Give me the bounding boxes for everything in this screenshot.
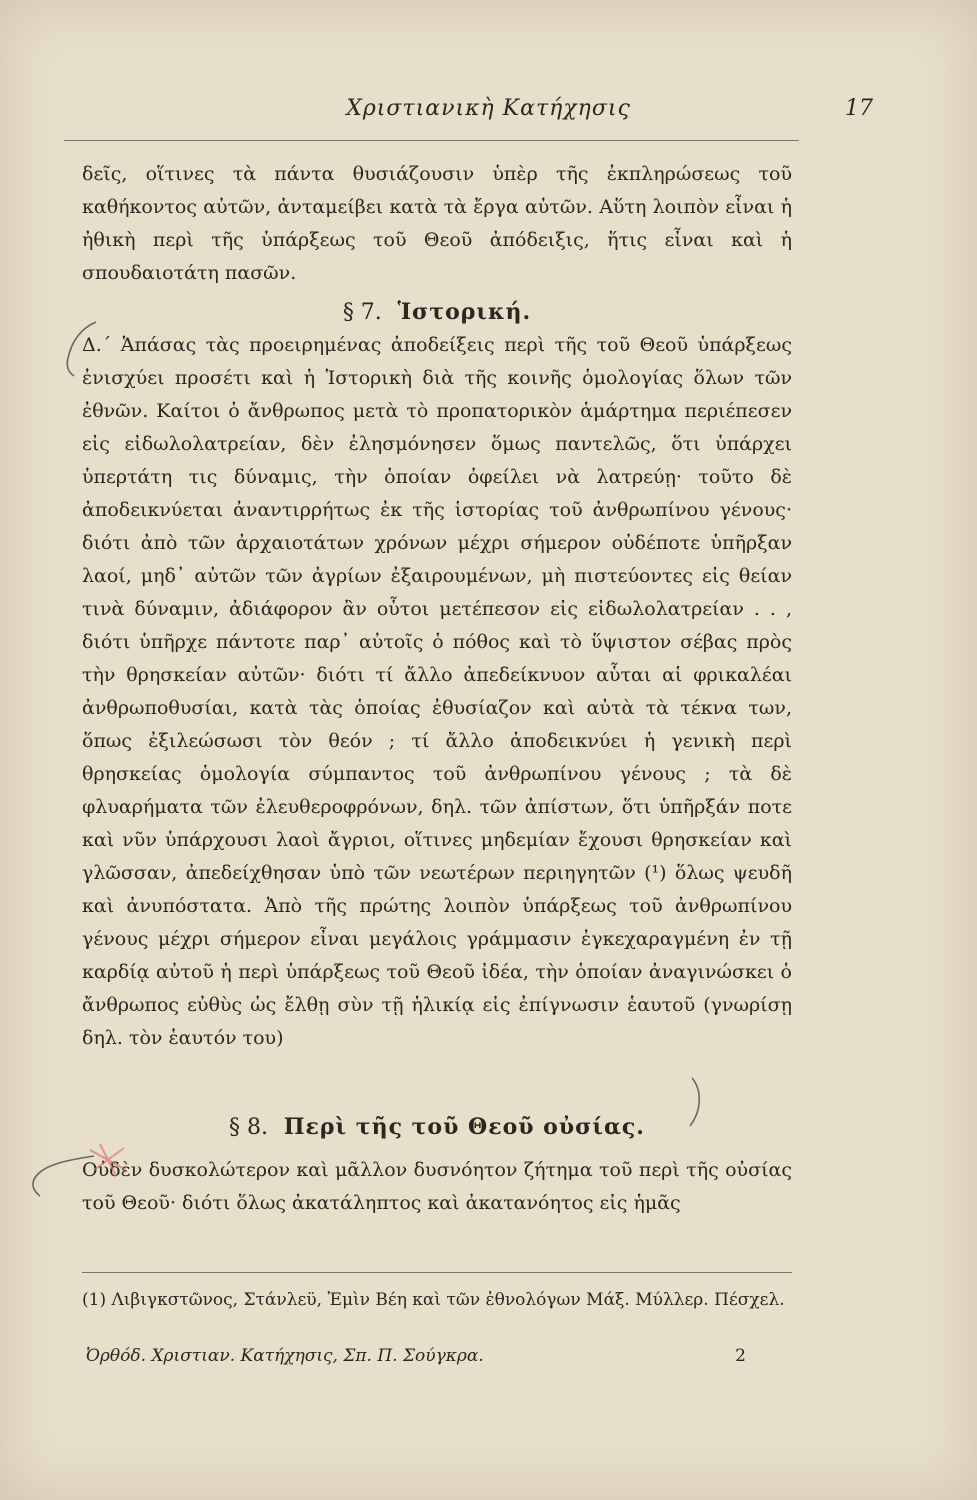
section-heading-8 bbox=[82, 1111, 792, 1144]
header-rule bbox=[64, 140, 799, 141]
paragraph-essence-of-god: Οὐδὲν δυσκολώτερον καὶ μᾶλλον δυσνόητον ζήτημα τοῦ περὶ τῆς οὐσίας τοῦ Θεοῦ· διότι ὅλως ἀκατάληπτος καὶ ἀκατανόητος εἰς ἡμᾶς bbox=[82, 1159, 792, 1214]
section-heading-7 bbox=[82, 296, 792, 329]
section-8-number: § 8. bbox=[229, 1115, 269, 1140]
section-8-title: Περὶ τῆς τοῦ Θεοῦ οὐσίας. bbox=[283, 1114, 645, 1140]
page-body bbox=[82, 158, 792, 1220]
footnote: (1) Λιβιγκστῶνος, Στάνλεϋ, Ἐμὶν Βέη καὶ τῶν ἐθνολόγων Μάξ. Μύλλερ. Πέσχελ. bbox=[82, 1290, 785, 1310]
page-header bbox=[60, 96, 917, 132]
printer-signature bbox=[86, 1346, 786, 1366]
paragraph-historical-proof: Δ.΄ Ἁπάσας τὰς προειρημένας ἀποδείξεις περὶ τῆς τοῦ Θεοῦ ὑπάρξεως ἐνισχύει προσέτι καὶ ἡ Ἱστορικὴ διὰ τῆς κοινῆς ὁμολογίας ὅλων τῶν ἐθνῶν. Καίτοι ὁ ἄνθρωπος μετὰ τὸ προπατορικὸν ἁμάρτημα περιέπεσεν εἰς εἰδωλολατρείαν, δὲν ἐλησμόνησεν ὅμως παντελῶς, ὅτι ὑπάρχει ὑπερτάτη τις δύναμις, τὴν ὁποίαν ὀφείλει νὰ λατρεύῃ· τοῦτο δὲ ἀποδεικνύεται ἀναντιρρήτως ἐκ τῆς ἱστορίας τοῦ ἀνθρωπίνου γένους· διότι ἀπὸ τῶν ἀρχαιοτάτων χρόνων μέχρι σήμερον οὐδέποτε ὑπῆρξαν λαοί, μηδ᾽ αὐτῶν τῶν ἀγρίων ἐξαιρουμένων, μὴ πιστεύοντες εἰς θείαν τινὰ δύναμιν, ἀδιάφορον ἂν οὗτοι μετέπεσον εἰς εἰδωλολατρείαν . . , διότι ὑπῆρχε πάντοτε παρ᾽ αὐτοῖς ὁ πόθος καὶ τὸ ὕψιστον σέβας πρὸς τὴν θρησκείαν αὐτῶν· διότι τί ἄλλο ἀπεδείκνυον αὗται αἱ φρικαλέαι ἀνθρωποθυσίαι, κατὰ τὰς ὁποίας ἐθυσίαζον καὶ αὐτὰ τὰ τέκνα των, ὅπως ἐξιλεώσωσι τὸν θεόν ; τί ἄλλο ἀποδεικνύει ἡ γενικὴ περὶ θρησκείας ὁμολογία σύμπαντος τοῦ ἀνθρωπίνου γένους ; τὰ δὲ φλυαρήματα τῶν ἐλευθεροφρόνων, δηλ. τῶν ἀπίστων, ὅτι ὑπῆρξάν ποτε καὶ νῦν ὑπάρχουσι λαοὶ ἄγριοι, οἵτινες μηδεμίαν ἔχουσι θρησκείαν καὶ γλῶσσαν, ἀπεδείχθησαν ὑπὸ τῶν νεωτέρων περιηγητῶν (¹) ὅλως ψευδῆ καὶ ἀνυπόστατα. Ἀπὸ τῆς πρώτης λοιπὸν ὑπάρξεως τοῦ ἀνθρωπίνου γένους μέχρι σήμερον εἶναι μεγάλοις γράμμασιν ἐγκεχαραγμένη ἐν τῇ καρδίᾳ αὐτοῦ ἡ περὶ ὑπάρξεως τοῦ Θεοῦ ἰδέα, τὴν ὁποίαν ἀναγινώσκει ὁ ἄνθρωπος εὐθὺς ὡς ἔλθῃ σὺν τῇ ἡλικίᾳ εἰς ἐπίγνωσιν ἑαυτοῦ (γνωρίσῃ δηλ. τὸν ἑαυτόν του) bbox=[82, 334, 792, 1049]
paragraph-continuation: δεῖς, οἵτινες τὰ πάντα θυσιάζουσιν ὑπὲρ τῆς ἐκπληρώσεως τοῦ καθήκοντος αὐτῶν, ἀνταμείβει κατὰ τὰ ἔργα αὐτῶν. Αὕτη λοιπὸν εἶναι ἡ ἠθικὴ περὶ τῆς ὑπάρξεως τοῦ Θεοῦ ἀπόδειξις, ἥτις εἶναι καὶ ἡ σπουδαιοτάτη πασῶν. bbox=[82, 163, 792, 284]
section-7-number: § 7. bbox=[342, 300, 382, 325]
signature-text: Ὀρθόδ. Χριστιαν. Κατήχησις, Σπ. Π. Σούγκρα. bbox=[86, 1346, 484, 1366]
sheet-number: 2 bbox=[735, 1346, 746, 1366]
section-7-title: Ἱστορική. bbox=[397, 299, 532, 325]
page-number: 17 bbox=[845, 96, 873, 121]
running-title: Χριστιανικὴ Κατήχησις bbox=[346, 96, 631, 121]
footnote-rule bbox=[82, 1272, 792, 1273]
